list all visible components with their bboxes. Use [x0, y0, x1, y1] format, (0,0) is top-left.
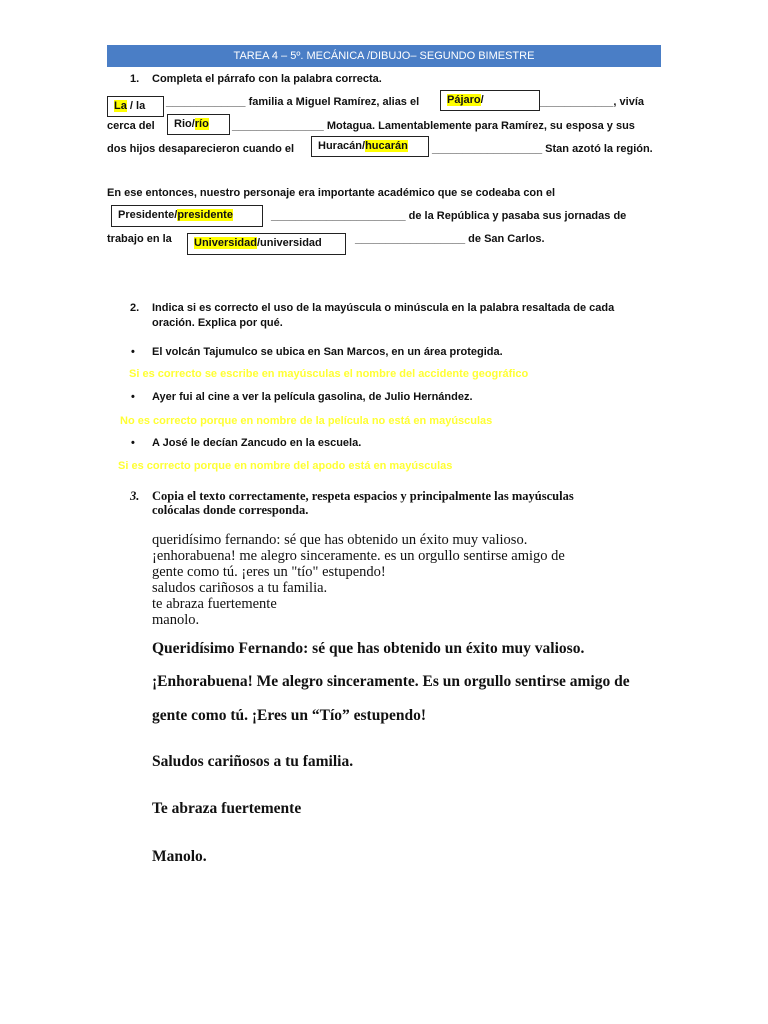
q3-title-line2: colócalas donde corresponda.: [152, 503, 309, 517]
q3-original-line-4: saludos cariñosos a tu familia.: [152, 580, 328, 596]
q2-title-line1: Indica si es correcto el uso de la mayúscula o minúscula en la palabra resaltada de cada: [152, 302, 615, 314]
q1-line3-start: dos hijos desaparecieron cuando el: [107, 143, 295, 155]
option-universidad-alt: /universidad: [256, 237, 322, 249]
q3-corrected-line-6: Manolo.: [152, 848, 207, 865]
worksheet-header: TAREA 4 – 5º. MECÁNICA /DIBUJO– SEGUNDO BIMESTRE: [107, 45, 661, 67]
q1-line2-end: _______________ Motagua. Lamentablemente para Ramírez, su esposa y sus: [232, 120, 635, 132]
q1-para2-line3-start: trabajo en la: [107, 233, 172, 245]
option-huracan-selected: hucarán: [365, 140, 408, 152]
q3-title-line1: Copia el texto correctamente, respeta espacios y principalmente las mayúsculas: [152, 489, 574, 503]
q3-corrected-line-3: gente como tú. ¡Eres un “Tío” estupendo!: [152, 707, 426, 724]
q3-corrected-line-1: Queridísimo Fernando: sé que has obtenido un éxito muy valioso.: [152, 640, 585, 657]
q2-answer-2: No es correcto porque en nombre de la película no está en mayúsculas: [120, 415, 493, 427]
q1-para2-line2-end: ______________________ de la República y pasaba sus jornadas de: [271, 210, 627, 222]
option-rio-alt: Rio/: [174, 118, 195, 130]
q2-number: 2.: [130, 302, 140, 314]
q3-original-line-6: manolo.: [152, 612, 200, 628]
option-box-presidente: [111, 205, 263, 227]
q3-corrected-line-5: Te abraza fuertemente: [152, 800, 302, 817]
q3-original-line-1: queridísimo fernando: sé que has obtenido un éxito muy valioso.: [152, 532, 528, 548]
option-presidente-alt: Presidente/: [118, 209, 178, 221]
q1-number: 1.: [130, 73, 140, 85]
q1-line1-text: _____________ familia a Miguel Ramírez, alias el: [166, 96, 420, 108]
q3-original-line-2: ¡enhorabuena! me alegro sinceramente. es un orgullo sentirse amigo de: [152, 548, 565, 564]
option-box-pajaro: [440, 90, 540, 111]
option-box-universidad: [187, 233, 346, 255]
q1-line2-start: cerca del: [107, 120, 155, 132]
q1-line1-end: ____________, vivía: [540, 96, 644, 108]
q1-line3-end: __________________ Stan azotó la región.: [432, 143, 653, 155]
q1-para2-line1: En ese entonces, nuestro personaje era importante académico que se codeaba con el: [107, 187, 556, 199]
option-la-alt: / la: [126, 100, 146, 112]
option-box-rio: [167, 114, 230, 135]
option-box-huracan: [311, 136, 429, 157]
option-pajaro-alt: /: [480, 94, 484, 106]
q2-item-1: • El volcán Tajumulco se ubica en San Marcos, en un área protegida.: [152, 346, 503, 358]
q2-item-3: • A José le decían Zancudo en la escuela.: [152, 437, 361, 449]
q3-number: 3.: [130, 489, 140, 503]
q3-original-line-3: gente como tú. ¡eres un "tío" estupendo!: [152, 564, 386, 580]
q3-original-line-5: te abraza fuertemente: [152, 596, 277, 612]
q2-answer-3: Si es correcto porque en nombre del apodo está en mayúsculas: [118, 460, 453, 472]
q2-answer-1: Si es correcto se escribe en mayúsculas el nombre del accidente geográfico: [129, 368, 529, 380]
option-box-la: [107, 96, 164, 117]
option-la-selected: La: [114, 100, 127, 112]
q1-para2-line3-end: __________________ de San Carlos.: [355, 233, 545, 245]
q3-corrected-line-2: ¡Enhorabuena! Me alegro sinceramente. Es un orgullo sentirse amigo de: [152, 673, 630, 690]
q3-corrected-line-4: Saludos cariñosos a tu familia.: [152, 753, 354, 770]
q2-title-line2: oración. Explica por qué.: [152, 317, 283, 329]
option-rio-selected: río: [194, 118, 209, 130]
option-presidente-selected: presidente: [177, 209, 233, 221]
option-huracan-alt: Huracán/: [318, 140, 366, 152]
option-universidad-selected: Universidad: [194, 237, 257, 249]
q2-item-2: • Ayer fui al cine a ver la película gasolina, de Julio Hernández.: [152, 391, 473, 403]
option-pajaro-selected: Pájaro: [447, 94, 481, 106]
q1-title: Completa el párrafo con la palabra correcta.: [152, 73, 382, 85]
